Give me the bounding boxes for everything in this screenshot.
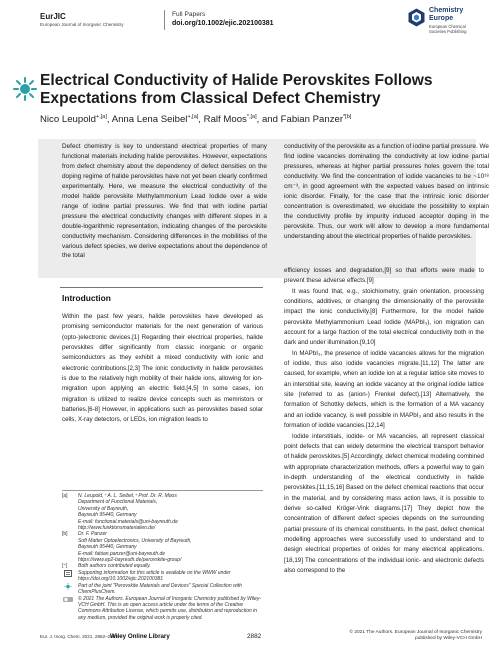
- journal-subtitle: European Journal of Inorganic Chemistry: [40, 22, 124, 27]
- footnote-affiliation-a: [a] N. Leupold,⁺ A. L. Seibel,⁺ Prof. Dr. R. Moos Department of Functional Materials, University of Bayreuth, Bayreuth 95440, Germany E-mail: functional.materials@uni-bayreuth.de http://www.funktionsmaterialien.de/: [62, 493, 263, 531]
- author-name[interactable]: Fabian Panzer: [280, 114, 344, 126]
- chemistry-europe-logo-icon: [408, 8, 425, 27]
- journal-name: EurJIC: [40, 12, 66, 21]
- footnote-equal-contribution: [⁺] Both authors contributed equally.: [62, 563, 151, 570]
- author-name[interactable]: Ralf Moos: [203, 114, 247, 126]
- footnotes: [62, 493, 263, 621]
- article-type: Full Papers: [172, 11, 206, 18]
- intro-left-column: [62, 312, 263, 426]
- body-paragraph: Within the past few years, halide perovskites have developed as promising semiconductor materials for the next generation of various (opto-)electronic devices.[1] Regarding their electrical properties, halide perovskites differ significantly from classic inorganic or organic semiconductors as they exhibit a mixed conductivity with ionic and electronic contributions.[2,3] The ionic conductivity in halide perovskites is due to the relatively high mobility of their halide ions, allowing for ion-migration upon applying an electric field.[4,5] In some cases, ion migration is utilized to realize device concepts such as memristors or batteries.[6-8] However, in applications such as perovskites based solar cells, X-ray detectors, or LEDs, ion migration leads to: [62, 313, 263, 424]
- document-icon: [64, 570, 72, 577]
- body-paragraph: It was found that, e.g., stoichiometry, grain orientation, processing conditions, additives, or changing the dimensionality of the perovskite impact the ionic conductivity.[8] Furthermore, for the model halide perovskite Methylammonium Lead Iodide (MAPbI₃), ion migration can account for a large fraction of the total electrical conductivity both in the dark and under illumination.[9,10]: [284, 287, 484, 347]
- footnote-mark: [⁺]: [62, 563, 68, 570]
- body-paragraph: efficiency losses and degradation,[9] so that efforts were made to prevent these adverse effects.[9]: [284, 267, 484, 285]
- journal-brand: [40, 12, 124, 27]
- sun-icon: [64, 583, 72, 590]
- wiley-online-library-link[interactable]: Wiley Online Library: [110, 633, 170, 640]
- footnote-rule: [62, 490, 263, 491]
- section-heading-introduction: Introduction: [62, 293, 111, 303]
- creative-commons-icon: [63, 597, 73, 602]
- footer-citation: Eur. J. Inorg. Chem. 2021, 2882–2889: [40, 634, 118, 639]
- footer-copyright: © 2021 The Authors. European Journal of Inorganic Chemistry published by Wiley-VCH GmbH: [349, 630, 482, 641]
- special-collection-sun-icon: [12, 76, 38, 102]
- doi-link[interactable]: doi.org/10.1002/ejic.202100381: [172, 20, 274, 27]
- author-affiliation: +,[a]: [187, 114, 199, 120]
- author-affiliation: *,[a]: [246, 114, 257, 120]
- page-number: 2882: [247, 633, 262, 640]
- website-link[interactable]: https://www.ep2-bayreuth.de/perovskite-group/: [78, 557, 182, 564]
- author-affiliation: *[b]: [343, 114, 352, 120]
- intro-right-column: [284, 266, 484, 576]
- email-link[interactable]: E-mail: functional.materials@uni-bayreuth.de: [78, 518, 178, 525]
- author-name[interactable]: Nico Leupold: [40, 114, 97, 126]
- header-divider: [164, 10, 165, 30]
- body-paragraph: Iodide interstitials, iodide- or MA vacancies, all represent classical point defects that can widely determine the electrical transport behavior of halide perovskites.[5] Accordingly, defect chemical modeling combined with appropriate characterization methods, offers a powerful way to gain in-depth understanding of the electrical conductivity in halide perovskites.[11,15,16] Based on the defect chemical reactions that occur in the material, and by considering mass action laws, it is possible to derive so-called Kröger-Vink diagrams.[17] They depict how the concentration of different defect species depends on the surrounding partial pressure of its chemical constituents. In the past, defect chemical modelling approaches were successfully used to understand and to design electrical properties of oxides for many electrical applications.[18,19] The concentrations of the individual ionic- and electronic defects also correspond to the: [284, 432, 484, 574]
- publisher-logo-subtitle: European Chemical Societies Publishing: [429, 24, 467, 34]
- section-rule: [60, 287, 263, 288]
- publisher-logo-title: Chemistry Europe: [429, 7, 464, 22]
- footnote-supporting-info: Supporting information for this article is available on the WWW under https://doi.org/10.1002/ejic.202100381: [62, 570, 263, 583]
- abstract-box: [38, 139, 489, 278]
- footnote-affiliation-b: [b] Dr. F. Panzer Soft Matter Optoelectronics, University of Bayreuth, Bayreuth 95440, Germany E-mail: fabian.panzer@uni-bayreuth.de https://www.ep2-bayreuth.de/perovskite-group/: [62, 531, 263, 563]
- author-name[interactable]: Anna Lena Seibel: [111, 114, 188, 126]
- footnote-mark: [a]: [62, 493, 68, 499]
- footnote-special-collection: Part of the joint "Perovskite Materials and Devices" Special Collection with ChemPlusChem.: [62, 583, 263, 596]
- website-link[interactable]: http://www.funktionsmaterialien.de/: [78, 525, 156, 532]
- email-link[interactable]: E-mail: fabian.panzer@uni-bayreuth.de: [78, 550, 166, 557]
- footnote-license: © 2021 The Authors. European Journal of Inorganic Chemistry published by Wiley-VCH GmbH. This is an open access article under the terms of the Creative Commons Attribution License, which permits use, distribution and reproduction in any medium, provided the original work is properly cited.: [62, 596, 263, 622]
- abstract-right-column: conductivity of the perovskite as a function of iodine partial pressure. We find iodine vacancies dominating the conductivity at low iodine partial pressures, whereas at higher partial pressures holes govern the total conductivity. We find the concentration of iodide vacancies to be ~10¹⁸ cm⁻³, in good agreement with the expected values based on intrinsic ionic disorder. Finally, for the case that the intrinsic ionic disorder concentration is overestimated, we elucidate the possibility to explain the conductivity profile by impurity induced acceptor doping in the perovskite. Thus, our work will allow to develop a more fundamental understanding about the electrical properties of halide perovskites.: [284, 143, 489, 240]
- article-title: Electrical Conductivity of Halide Perovskites Follows Expectations from Classical Defect Chemistry: [40, 72, 433, 107]
- author-affiliation: +,[a]: [96, 114, 107, 120]
- footnote-mark: [b]: [62, 531, 68, 538]
- abstract-left-column: Defect chemistry is key to understand electrical properties of many functional materials including halide perovskites. However, expectations from defect chemistry about the dependency of defect densities on the doping regime of halide perovskites have not yet been clearly confirmed experimentally. Here, we measure the electrical conductivity of the model halide perovskite Methylammonium Lead Iodide over a wide range of iodine partial pressures. We find that with iodine partial pressure the electrical conductivity changes with different slopes in a double-logarithmic representation, indicating changes of the perovskite conductivity mechanism. Considering differences in the mobilities of the various defect species, we derive expectations about the dependence of the total: [62, 143, 267, 260]
- body-paragraph: In MAPbI₃, the presence of iodide vacancies allows for the migration of iodide, thus also iodide vacancies migrate.[11,12] The latter are caused, for example, when an iodide ion at a regular lattice site moves to an interstitial site, leaving an iodide vacancy at the original iodide lattice site (referred to as (anion-) Frenkel defect).[13] Alternatively, the formation of Schottky defects, which is the formation of a MA vacancy and an iodide vacancy, is well possible in MAPbI₃ and also results in the formation of iodide vacancies.[12,14]: [284, 349, 484, 430]
- author-list: Nico Leupold$^{+,[a]}$, Anna Lena Seibel$^{+,[a]}$, Ralf Moos$^{*,[a]}$, and Fabian Panzer$^{*[b]}$: [40, 114, 352, 126]
